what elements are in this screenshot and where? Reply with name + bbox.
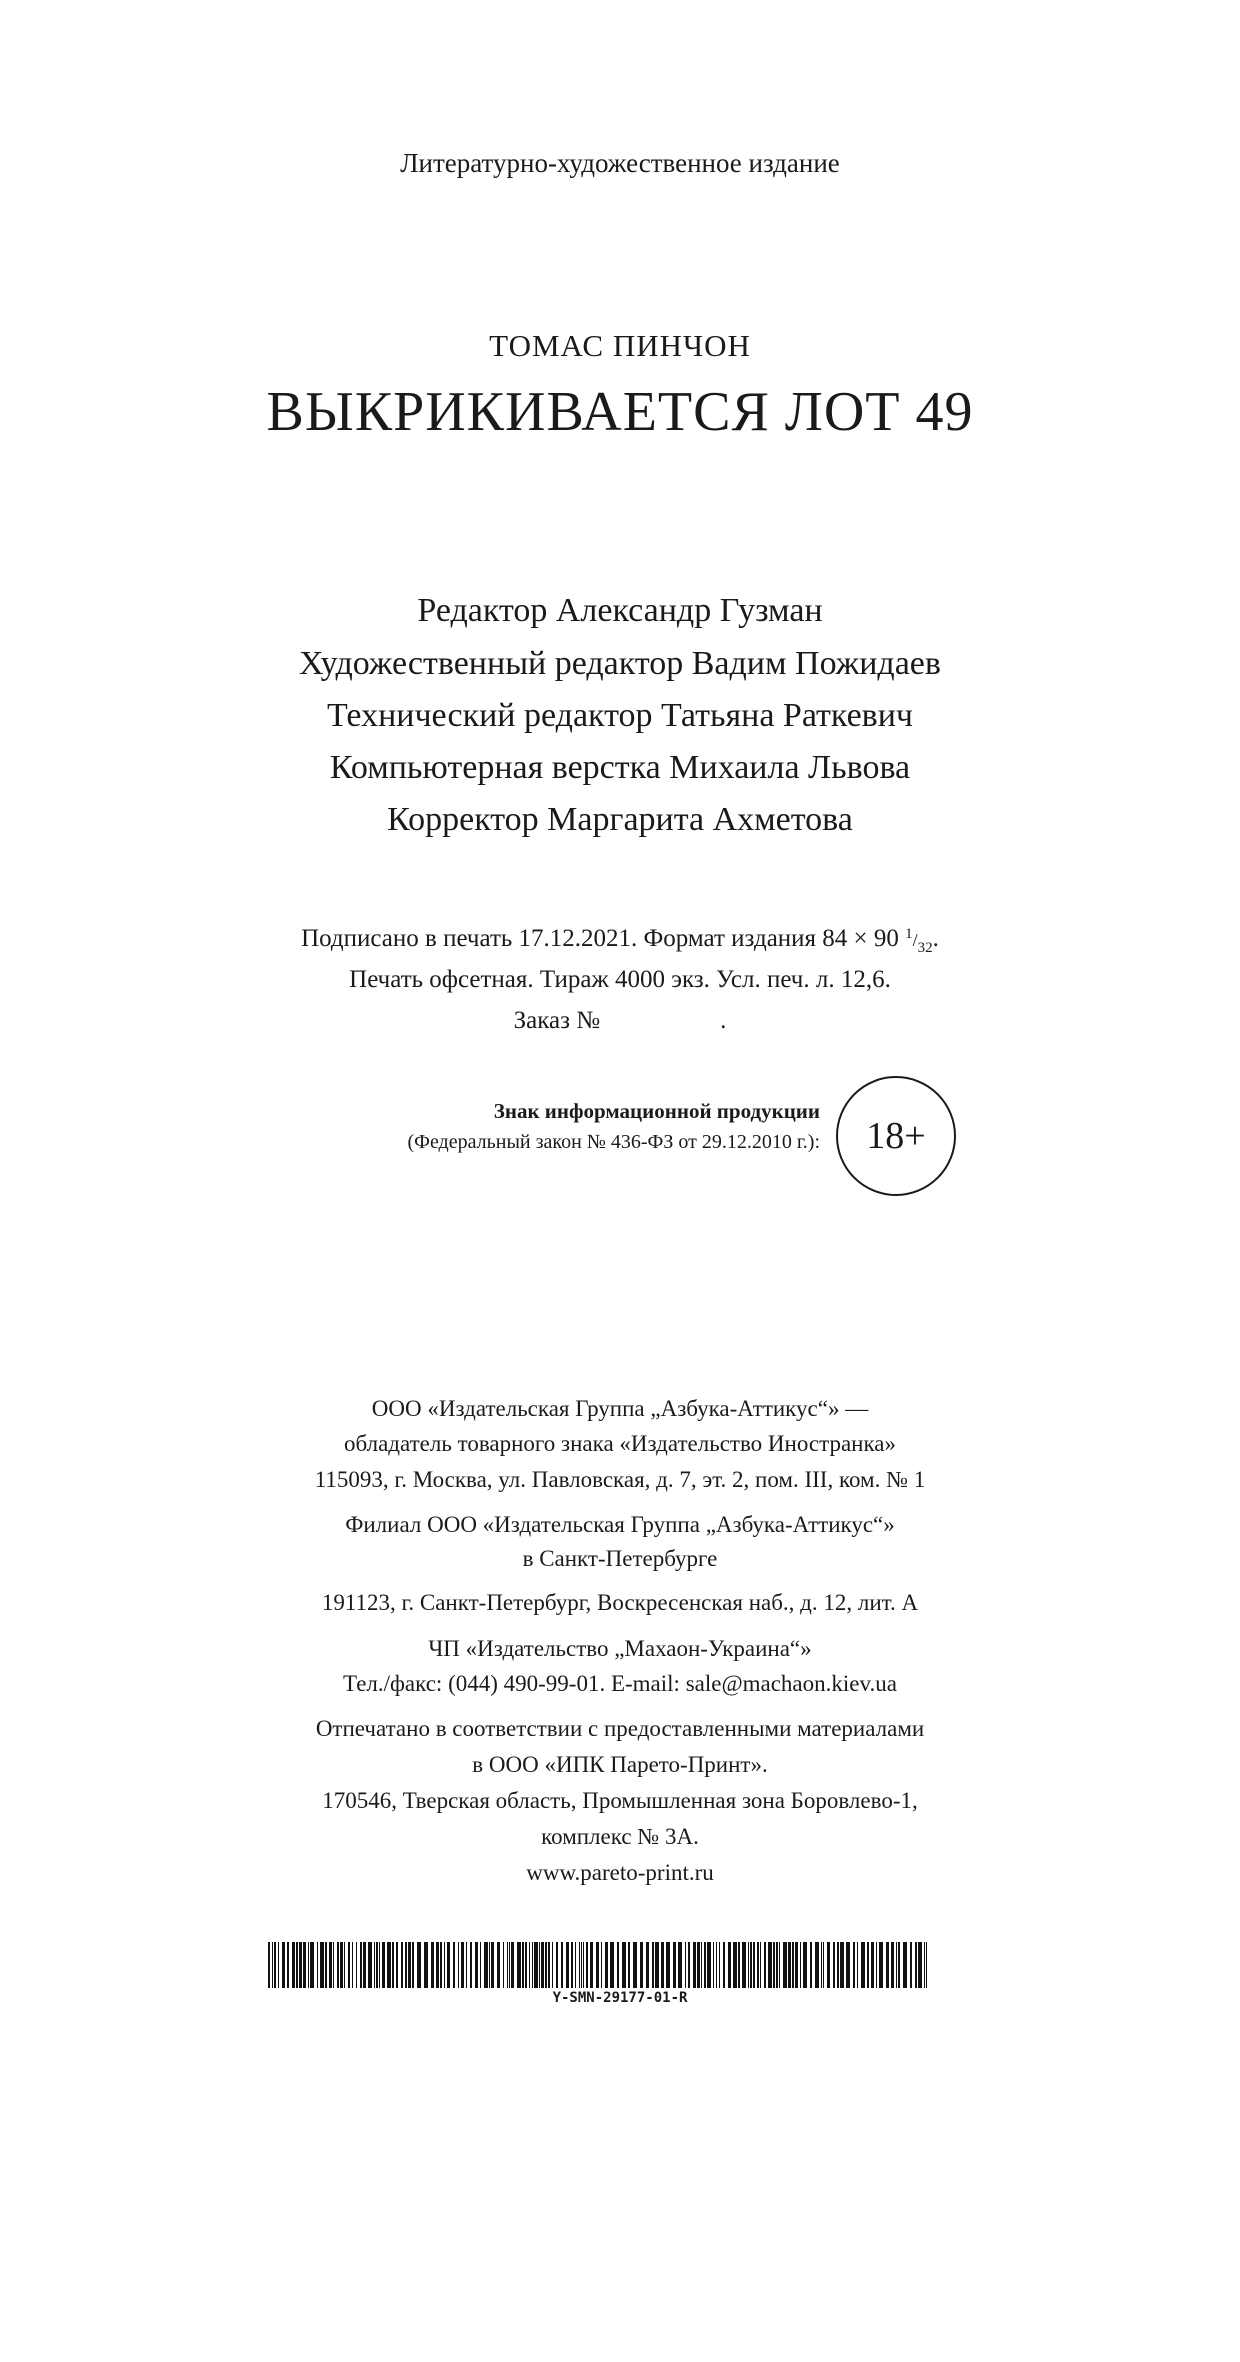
imprint-print-run: Печать офсетная. Тираж 4000 экз. Усл. печ. л. 12,6. xyxy=(349,966,891,993)
credit-editor: Редактор Александр Гузман xyxy=(417,592,823,629)
barcode-image xyxy=(268,1942,928,1988)
credit-art-editor: Художественный редактор Вадим Пожидаев xyxy=(299,645,941,682)
genre-line: Литературно-художественное издание xyxy=(400,148,840,178)
imprint-line1-end: . xyxy=(932,925,939,952)
publisher-line-4: Филиал ООО «Издательская Группа „Азбука-Аттикус“» xyxy=(345,1512,895,1537)
author-name: ТОМАС ПИНЧОН xyxy=(489,328,751,363)
publisher-line-10: в ООО «ИПК Парето-Принт». xyxy=(472,1752,768,1777)
credit-layout: Компьютерная верстка Михаила Львова xyxy=(329,749,911,786)
credit-technical-editor: Технический редактор Татьяна Раткевич xyxy=(326,697,914,734)
barcode-label: Y-SMN-29177-01-R xyxy=(552,1990,688,2006)
info-sign-block xyxy=(0,1096,820,1158)
publisher-line-3: 115093, г. Москва, ул. Павловская, д. 7, эт. 2, пом. III, ком. № 1 xyxy=(314,1467,926,1492)
info-sign-label: Знак информационной продукции xyxy=(493,1099,820,1123)
imprint-signed-text: Подписано в печать 17.12.2021. Формат издания 84 × 90 xyxy=(301,925,899,952)
order-end: . xyxy=(720,1007,727,1034)
publisher-line-13: www.pareto-print.ru xyxy=(526,1860,714,1885)
format-fraction: $^1/_{32}$ xyxy=(905,926,933,956)
publisher-line-1: ООО «Издательская Группа „Азбука-Аттикус“» — xyxy=(371,1396,869,1421)
book-title: ВЫКРИКИВАЕТСЯ ЛОТ 49 xyxy=(266,381,974,443)
info-sign-law: (Федеральный закон № 436-ФЗ от 29.12.2010 г.): xyxy=(407,1131,820,1153)
publisher-line-9: Отпечатано в соответствии с предоставленными материалами xyxy=(315,1716,925,1741)
publisher-line-7: ЧП «Издательство „Махаон-Украина“» xyxy=(428,1636,812,1661)
age-rating-badge xyxy=(836,1076,956,1196)
imprint-signed-format xyxy=(0,925,1240,957)
publisher-line-5: в Санкт-Петербурге xyxy=(522,1546,718,1571)
format-numerator: 1 xyxy=(905,926,913,942)
publisher-line-6: 191123, г. Санкт-Петербург, Воскресенская наб., д. 12, лит. А xyxy=(321,1590,919,1615)
order-label: Заказ № xyxy=(513,1007,601,1034)
age-rating-text: 18+ xyxy=(866,1115,926,1157)
format-denominator: 32 xyxy=(917,940,933,956)
imprint-order xyxy=(0,1007,1240,1035)
publisher-line-8: Тел./факс: (044) 490-99-01. E-mail: sale@machaon.kiev.ua xyxy=(343,1671,897,1696)
publisher-line-12: комплекс № 3А. xyxy=(541,1824,699,1849)
credit-proofreader: Корректор Маргарита Ахметова xyxy=(387,801,853,838)
publisher-line-11: 170546, Тверская область, Промышленная зона Боровлево-1, xyxy=(322,1788,918,1813)
publisher-line-2: обладатель товарного знака «Издательство Иностранка» xyxy=(343,1431,897,1456)
